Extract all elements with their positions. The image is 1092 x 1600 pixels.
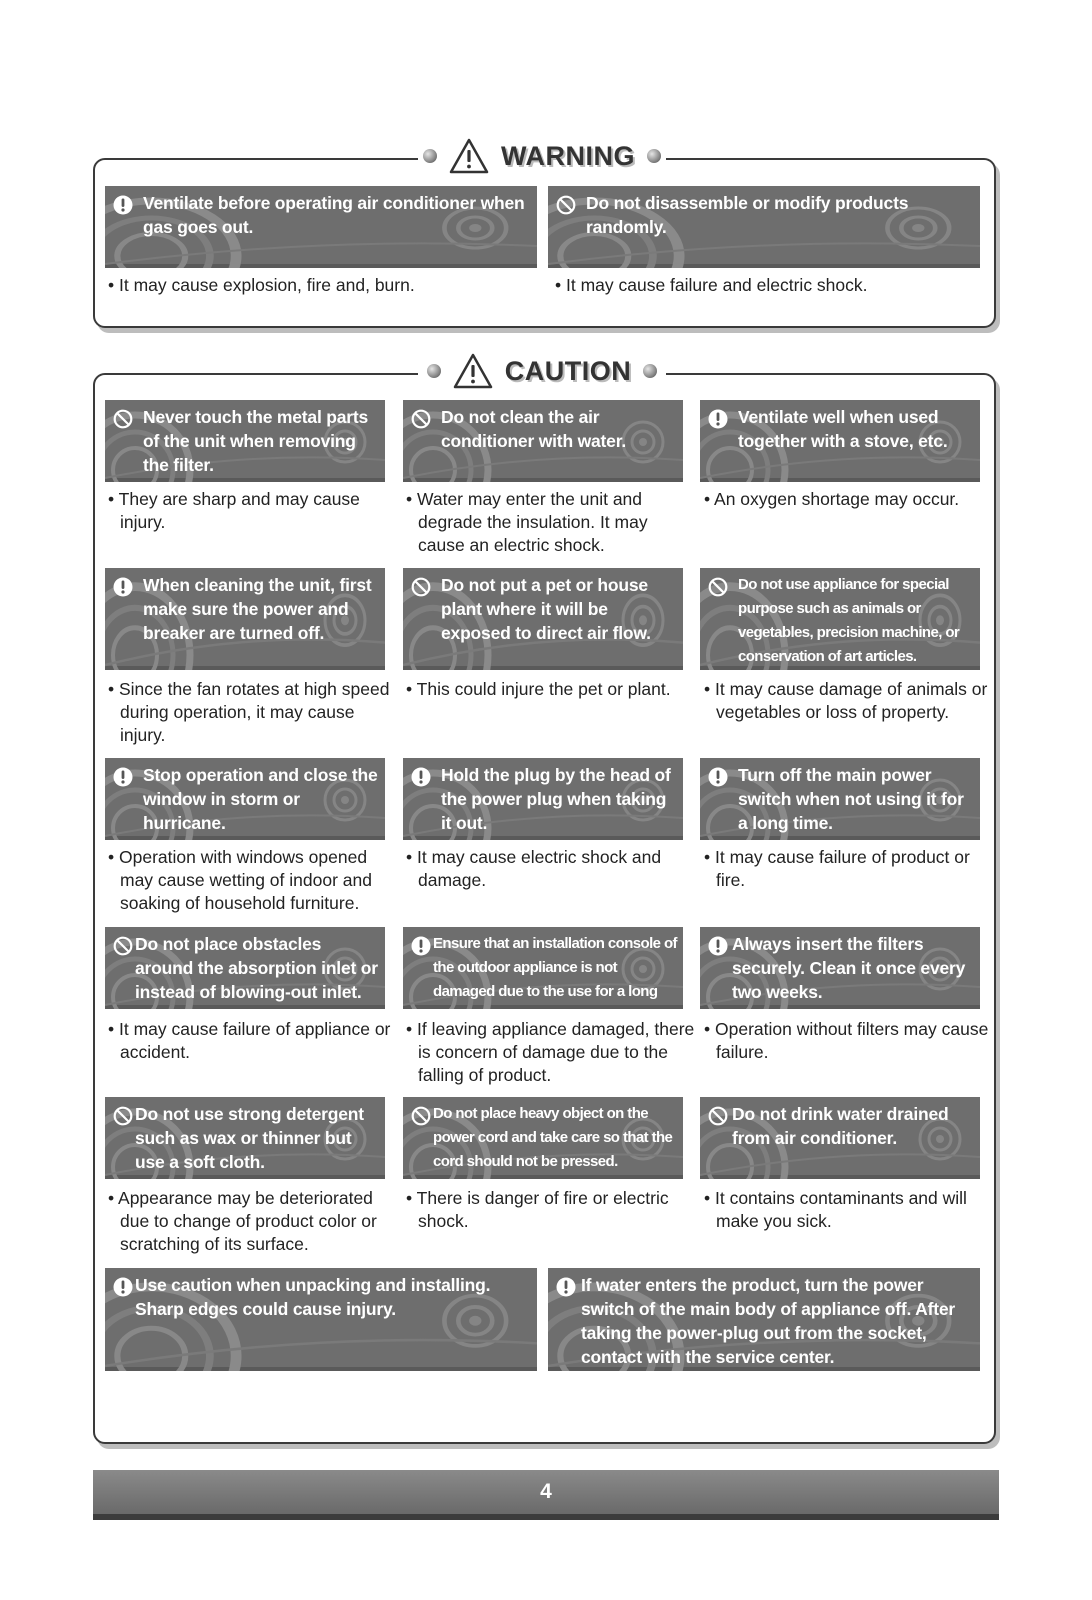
panel-title: When cleaning the unit, first make sure the power and breaker are turned off.: [143, 575, 372, 643]
caution-panel-pet-plant: [403, 568, 683, 670]
panel-title: Turn off the main power switch when not using it for a long time.: [738, 765, 964, 833]
panel-title: Ventilate before operating air conditioner when gas goes out.: [143, 193, 525, 237]
caution-panel-heavy-object: [403, 1097, 683, 1179]
panel-title: Do not place heavy object on the power cord and take care so that the cord should not be pressed.: [433, 1105, 673, 1170]
prohibition-icon: [411, 1106, 431, 1126]
warning-panel-disassemble: [548, 186, 980, 268]
caution-desc-cleaning-power: • Since the fan rotates at high speed during operation, it may cause injury.: [108, 679, 390, 745]
panel-title: Ensure that an installation console of the outdoor appliance is not damaged due to the use for a long time.: [433, 935, 677, 1024]
caution-desc-heavy-object: • There is danger of fire or electric shock.: [406, 1188, 669, 1231]
page-footer-bar: [93, 1470, 999, 1520]
caution-panel-drink-water: [700, 1097, 980, 1179]
caution-panel-special-purpose: [700, 568, 980, 670]
panel-title: Ventilate well when used together with a stove, etc.: [738, 407, 948, 451]
exclamation-icon: [708, 936, 728, 956]
exclamation-icon: [411, 936, 431, 956]
caution-desc-pet-plant: • This could injure the pet or plant.: [406, 679, 671, 699]
caution-panel-ventilate-stove: [700, 400, 980, 482]
panel-title: If water enters the product, turn the power switch of the main body of appliance off. After taking the power-plug out from the socket, contact with the service center.: [581, 1275, 956, 1367]
prohibition-icon: [708, 577, 728, 597]
caution-desc-drink-water: • It contains contaminants and will make you sick.: [704, 1188, 967, 1231]
caution-panel-filters: [700, 927, 980, 1009]
prohibition-icon: [708, 1106, 728, 1126]
exclamation-icon: [556, 1277, 576, 1297]
caution-desc-storm: • Operation with windows opened may cause wetting of indoor and soaking of household furniture.: [108, 847, 372, 913]
page-number: 4: [540, 1480, 552, 1503]
prohibition-icon: [113, 1106, 133, 1126]
bullet-dot-icon: [423, 149, 437, 163]
caution-desc-filters: • Operation without filters may cause failure.: [704, 1019, 989, 1062]
caution-panel-clean-water: [403, 400, 683, 482]
caution-panel-unpacking: [105, 1268, 537, 1371]
bullet-dot-icon: [427, 364, 441, 378]
prohibition-icon: [113, 409, 133, 429]
caution-title: CAUTION: [504, 355, 632, 386]
panel-title: Do not disassemble or modify products randomly.: [586, 193, 909, 237]
panel-title: Do not clean the air conditioner with water.: [441, 407, 627, 451]
panel-title: Never touch the metal parts of the unit when removing the filter.: [143, 407, 369, 475]
exclamation-icon: [411, 767, 431, 787]
caution-desc-detergent: • Appearance may be deteriorated due to change of product color or scratching of its surface.: [108, 1188, 377, 1254]
caution-desc-hold-plug: • It may cause electric shock and damage.: [406, 847, 662, 890]
prohibition-icon: [411, 577, 431, 597]
panel-title: Do not place obstacles around the absorption inlet or instead of blowing-out inlet.: [135, 934, 378, 1002]
caution-panel-obstacles: [105, 927, 385, 1009]
caution-desc-main-power: • It may cause failure of product or fire.: [704, 847, 970, 890]
caution-panel-metal-parts: [105, 400, 385, 482]
panel-title: Use caution when unpacking and installing. Sharp edges could cause injury.: [135, 1275, 491, 1319]
caution-desc-ventilate-stove: • An oxygen shortage may occur.: [704, 489, 960, 509]
panel-title: Always insert the filters securely. Clean it once every two weeks.: [732, 934, 966, 1002]
caution-desc-obstacles: • It may cause failure of appliance or accident.: [108, 1019, 391, 1062]
caution-panel-detergent: [105, 1097, 385, 1179]
bullet-dot-icon: [643, 364, 657, 378]
exclamation-icon: [113, 767, 133, 787]
panel-title: Do not use appliance for special purpose such as animals or vegetables, precision machine, or conservation of art articles.: [738, 576, 960, 665]
exclamation-icon: [708, 409, 728, 429]
caution-desc-special-purpose: • It may cause damage of animals or vegetables or loss of property.: [704, 679, 988, 722]
warning-panel-gas: [105, 186, 537, 268]
caution-panel-storm: [105, 758, 385, 840]
caution-panel-water-enters: [548, 1268, 980, 1371]
caution-panel-main-power: [700, 758, 980, 840]
caution-panel-cleaning-power: [105, 568, 385, 670]
caution-heading: [418, 351, 666, 391]
caution-panel-installation-console: [403, 927, 683, 1024]
warning-desc-gas: • It may cause explosion, fire and, burn.: [108, 275, 415, 295]
warning-title: WARNING: [501, 140, 635, 171]
panel-title: Hold the plug by the head of the power plug when taking it out.: [441, 765, 671, 833]
panel-title: Do not put a pet or house plant where it will be exposed to direct air flow.: [441, 575, 651, 643]
prohibition-icon: [113, 936, 133, 956]
caution-panel-hold-plug: [403, 758, 683, 840]
caution-desc-clean-water: • Water may enter the unit and degrade the insulation. It may cause an electric shock.: [406, 489, 648, 555]
panel-title: Stop operation and close the window in storm or hurricane.: [143, 765, 378, 833]
caution-triangle-icon: [453, 353, 493, 389]
prohibition-icon: [411, 409, 431, 429]
panel-title: Do not drink water drained from air conditioner.: [732, 1104, 949, 1148]
panel-title: Do not use strong detergent such as wax or thinner but use a soft cloth.: [135, 1104, 364, 1172]
caution-desc-metal-parts: • They are sharp and may cause injury.: [108, 489, 360, 532]
exclamation-icon: [113, 577, 133, 597]
exclamation-icon: [113, 195, 133, 215]
bullet-dot-icon: [647, 149, 661, 163]
exclamation-icon: [708, 767, 728, 787]
warning-triangle-icon: [449, 138, 489, 174]
warning-heading: [418, 136, 666, 176]
prohibition-icon: [556, 195, 576, 215]
warning-desc-disassemble: • It may cause failure and electric shock.: [555, 275, 868, 295]
caution-desc-installation-console: • If leaving appliance damaged, there is concern of damage due to the falling of product.: [406, 1019, 695, 1085]
exclamation-icon: [113, 1277, 133, 1297]
